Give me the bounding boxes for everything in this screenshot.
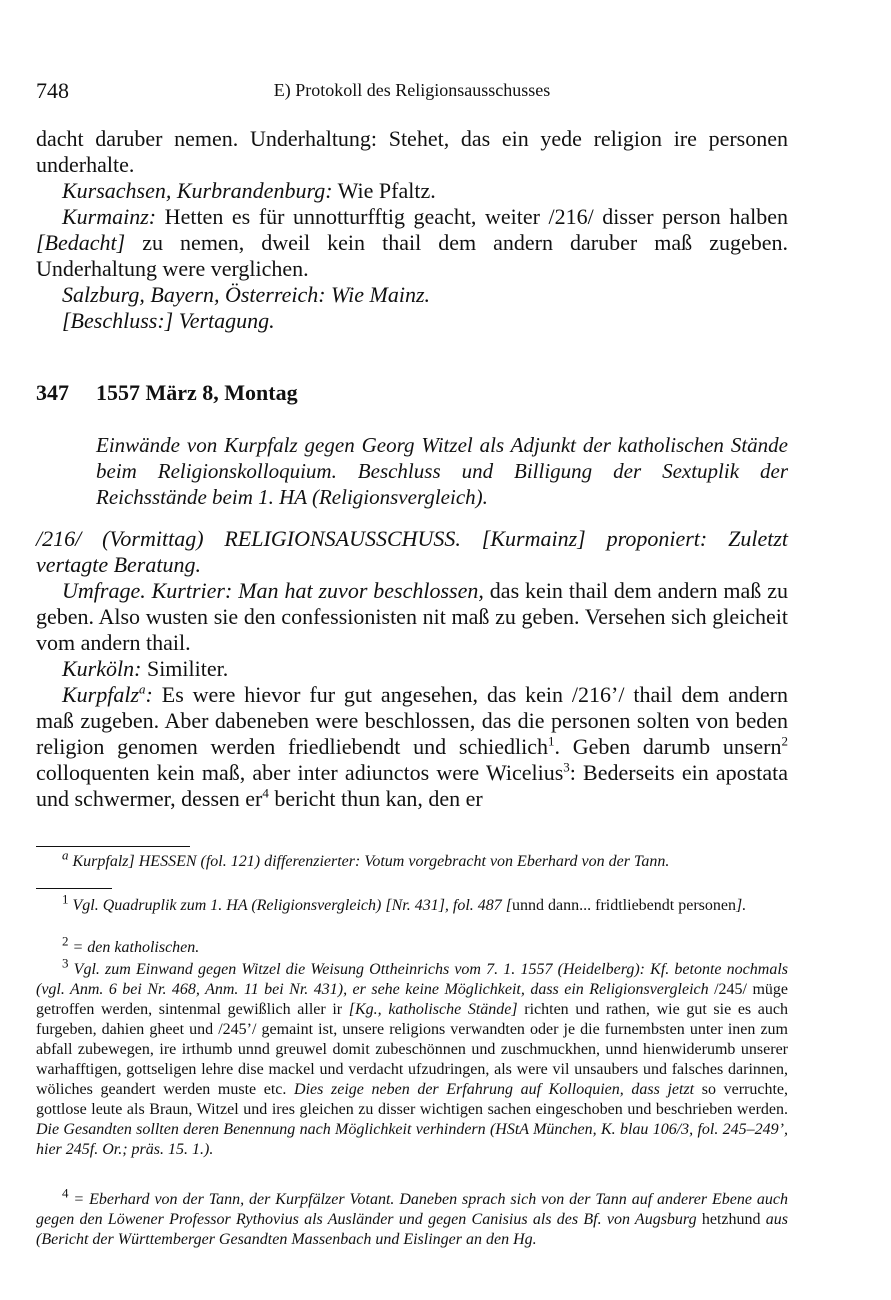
footnote-4: $^4$ = Eberhard von der Tann, der Kurpfälzer Votant. Daneben sprach sich von der Tann auf anderer Ebene auch gegen den Löwener Professor Rythovius als Ausländer und gegen Canisius als des Bf. von Augsburg hetzhund aus (Bericht der Württemberger Gesandten Massenbach und Eislinger an den Hg. — [36, 1185, 789, 1248]
footnote-2: $^2$ = den katholischen. — [62, 933, 200, 956]
paragraph-kurmainz: Kurmainz: Hetten es für unnotturfftig geacht, weiter /216/ disser person halben [Bedacht] zu nemen, dweil kein thail dem andern daruber maß zugeben. Underhaltung were verglichen. — [36, 204, 788, 281]
paragraph-continuation: dacht daruber nemen. Underhaltung: Stehet, das ein yede religion ire personen underhalte. — [36, 126, 788, 177]
apparatus-divider — [36, 846, 190, 847]
paragraph-kurpfalz: Kurpfalz$^a$: Es were hievor fur gut angesehen, das kein /216’/ thail dem andern maß zugeben. Aber dabeneben were beschlossen, das die personen solten von beden religion genomen werden friedliebendt und schiedlich$^1$. Geben darumb unsern$^2$ colloquenten kein maß, aber inter adiunctos were Wicelius$^3$: Bederseits ein apostata und schwermer, dessen $er^4$ bericht thun kan, den er — [36, 681, 789, 811]
section-date: 1557 März 8, Montag — [96, 380, 298, 405]
speaker: Kursachsen, Kurbrandenburg: — [62, 178, 333, 203]
paragraph-beschluss: [Beschluss:] Vertagung. — [62, 308, 275, 333]
section-heading — [36, 380, 298, 406]
page-number: 748 — [36, 78, 69, 103]
paragraph-kursachsen: Kursachsen, Kurbrandenburg: Wie Pfaltz. — [62, 178, 436, 203]
footnote-3: $^3$ Vgl. zum Einwand gegen Witzel die Weisung Ottheinrichs vom 7. 1. 1557 (Heidelberg): Kf. betonte nochmals (vgl. Anm. 6 bei Nr. 468, Anm. 11 bei Nr. 431), er sehe keine Möglichkeit, dass ein Religionsvergleich /245/ müge getroffen werden, sintenmal gewißlich aller ir [Kg., katholische Stände] richten und rathen, wie gut sie es auch furgeben, dahien gheet und /245’/ gemaint ist, unsere religions verwandten oder je die furnembsten unter inen zum abfall zubewegen, ire irthumb unnd greuwel domit zubeschönnen und zuschmuckhen, unnd hienwiderumb unserer warhafftigen, gottseligen lehre dise mackel und verdacht ufzudringen, als were vil unsaubers und falsches darinnen, wöliches geandert werden muste etc. Dies zeige neben der Erfahrung auf Kolloquien, dass jetzt so verruchte, gottlose leute als Braun, Witzel und ires gleichen zu disser wichtigen sachen eingeschoben und beschrieben werden. Die Gesandten sollten deren Benennung nach Möglichkeit verhindern (HStA München, K. blau 106/3, fol. 245–249’, hier 245f. Or.; präs. 15. 1.). — [36, 955, 789, 1158]
footnote-ref: 3 — [563, 759, 570, 775]
paragraph-kurkoeln: Kurköln: Similiter. — [62, 656, 229, 681]
footnote-ref: 1 — [548, 733, 555, 749]
speaker: Kurpfalz — [62, 682, 140, 707]
footnote-divider — [36, 888, 112, 889]
apparatus-mark: a — [139, 681, 146, 697]
paragraph-kurtrier: Umfrage. Kurtrier: Man hat zuvor beschlossen, das kein thail dem andern maß zu geben. Also wusten sie den confessionisten nit maß zu geben. Versehen sich gleicheit vom andern thail. — [36, 578, 788, 655]
speaker: Kurköln: — [62, 656, 142, 681]
section-summary: Einwände von Kurpfalz gegen Georg Witzel als Adjunkt der katholischen Stände beim Religionskolloquium. Beschluss und Billigung der Sextuplik der Reichsstände beim 1. HA (Religionsvergleich). — [96, 433, 788, 509]
footnote-ref: 2 — [781, 733, 788, 749]
running-header — [36, 78, 788, 104]
footnote-1: $^1$ Vgl. Quadruplik zum 1. HA (Religionsvergleich) [Nr. 431], fol. 487 [unnd dann... fridtliebendt personen]. — [62, 891, 747, 914]
footnote-ref: 4 — [262, 785, 269, 801]
apparatus-note: $^a$ Kurpfalz] HESSEN (fol. 121) differenzierter: Votum vorgebracht von Eberhard von der Tann. — [62, 847, 670, 870]
running-title: E) Protokoll des Religionsausschusses — [273, 80, 551, 100]
section-number: 347 — [36, 380, 69, 405]
paragraph-session-intro: /216/ (Vormittag) RELIGIONSAUSSCHUSS. [Kurmainz] proponiert: Zuletzt vertagte Beratung. — [36, 526, 788, 577]
speaker: Kurmainz: — [62, 204, 157, 229]
paragraph-salzburg: Salzburg, Bayern, Österreich: Wie Mainz. — [62, 282, 431, 307]
